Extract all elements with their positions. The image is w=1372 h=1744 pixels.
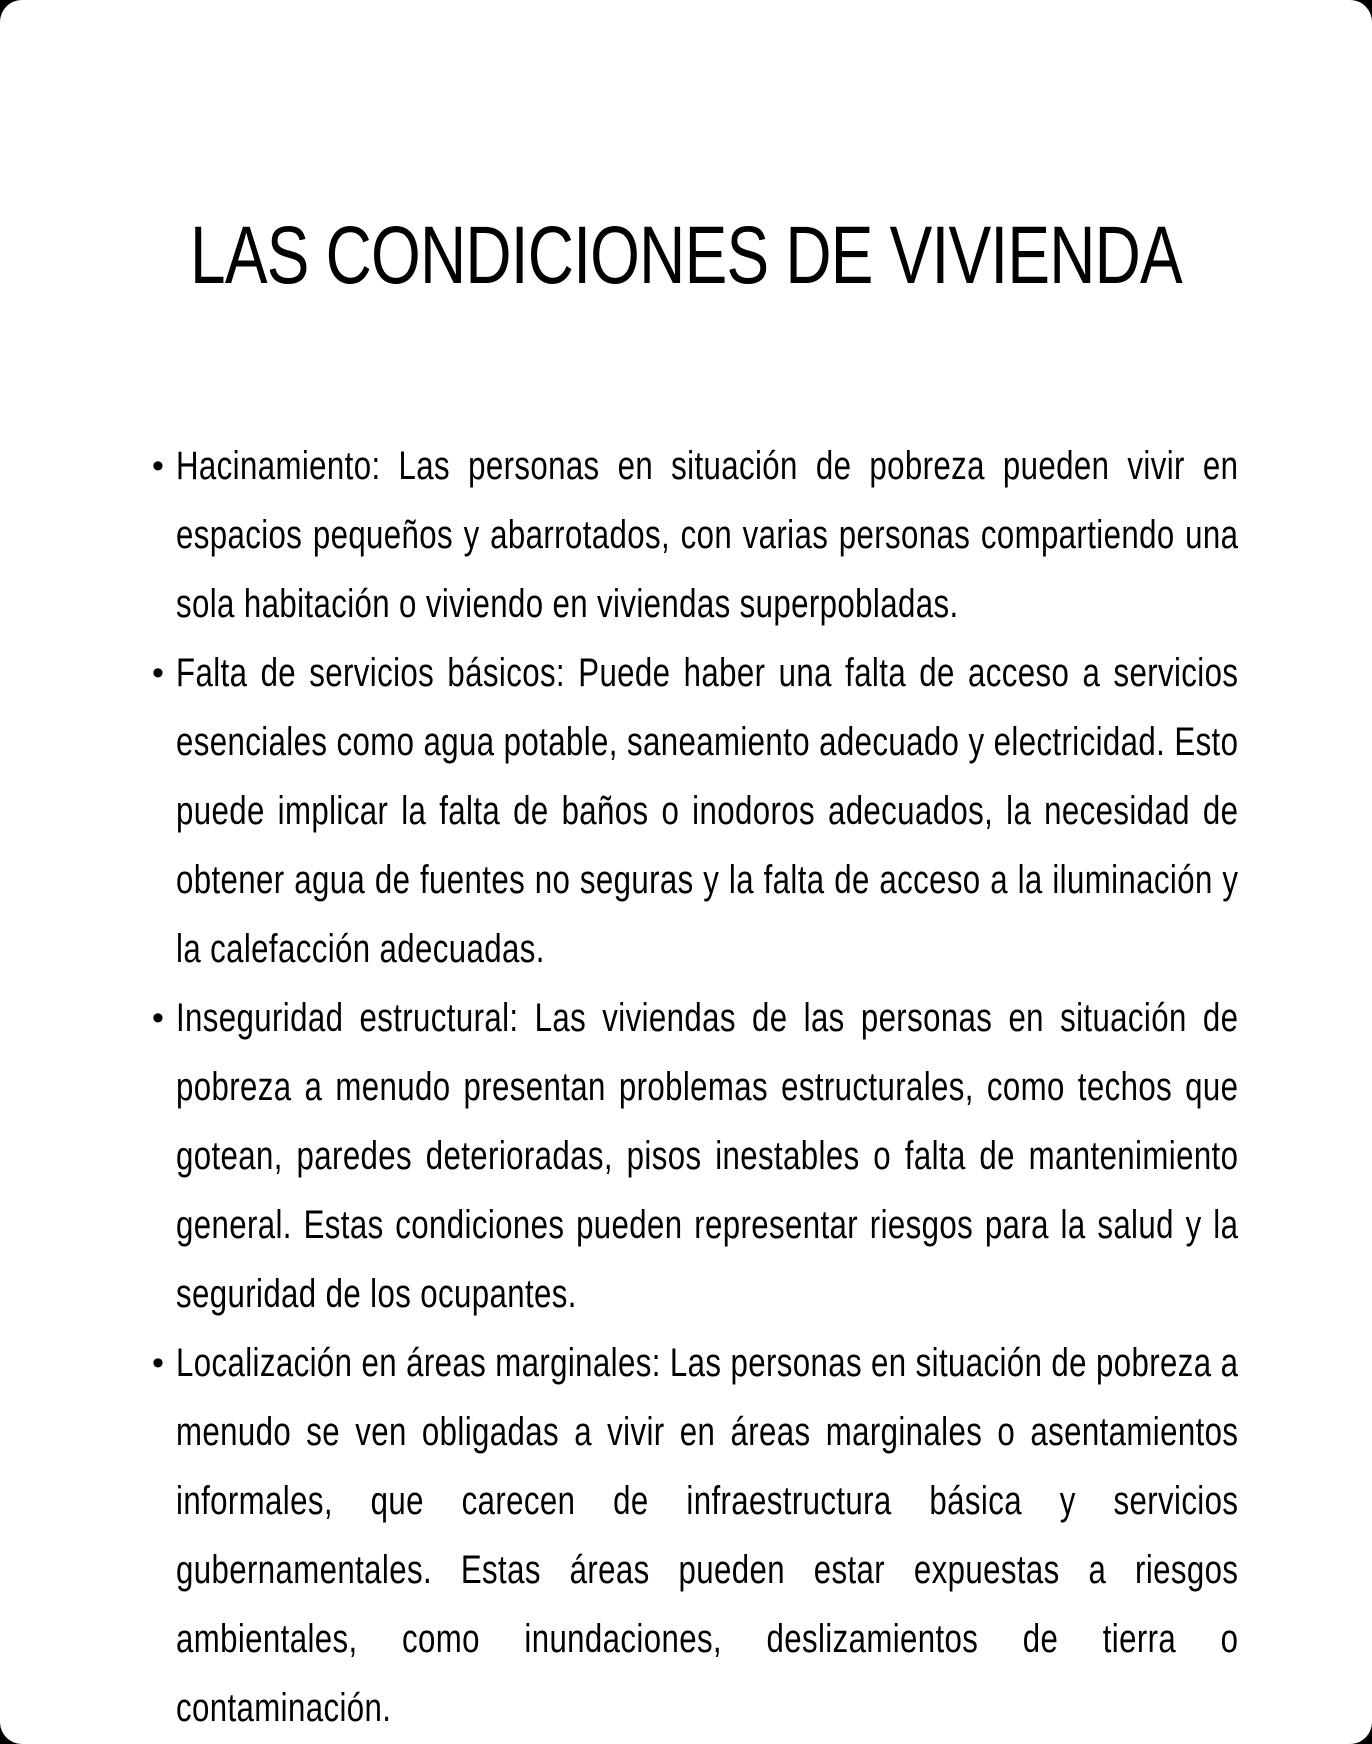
list-item bbox=[150, 1329, 1238, 1743]
bullet-icon: • bbox=[152, 447, 164, 485]
list-item-text: Falta de servicios básicos: Puede haber una falta de acceso a servicios esenciales como agua potable, saneamiento adecuado y electricidad. Esto puede implicar la falta de baños o inodoros adecuados, la necesidad de obtener agua de fuentes no seguras y la falta de acceso a la iluminación y la calefacción adecuadas. bbox=[176, 651, 1239, 971]
list-item-text: Hacinamiento: Las personas en situación de pobreza pueden vivir en espacios pequeños y abarrotados, con varias personas compartiendo una sola habitación o viviendo en viviendas superpobladas. bbox=[176, 444, 1239, 626]
list-item bbox=[150, 984, 1238, 1329]
bullet-icon: • bbox=[152, 654, 164, 692]
list-item bbox=[150, 432, 1238, 639]
list-item-text: Inseguridad estructural: Las viviendas de las personas en situación de pobreza a menudo presentan problemas estructurales, como techos que gotean, paredes deterioradas, pisos inestables o falta de mantenimiento general. Estas condiciones pueden representar riesgos para la salud y la seguridad de los ocupantes. bbox=[176, 996, 1239, 1316]
page-title: LAS CONDICIONES DE VIVIENDA bbox=[190, 210, 1182, 301]
bullet-list bbox=[150, 432, 1238, 1743]
list-item bbox=[150, 639, 1238, 984]
bullet-icon: • bbox=[152, 999, 164, 1037]
bullet-icon: • bbox=[152, 1344, 164, 1382]
list-item-text: Localización en áreas marginales: Las personas en situación de pobreza a menudo se ven obligadas a vivir en áreas marginales o asentamientos informales, que carecen de infraestructura básica y servicios gubernamentales. Estas áreas pueden estar expuestas a riesgos ambientales, como inundaciones, deslizamientos de tierra o contaminación. bbox=[176, 1341, 1239, 1730]
